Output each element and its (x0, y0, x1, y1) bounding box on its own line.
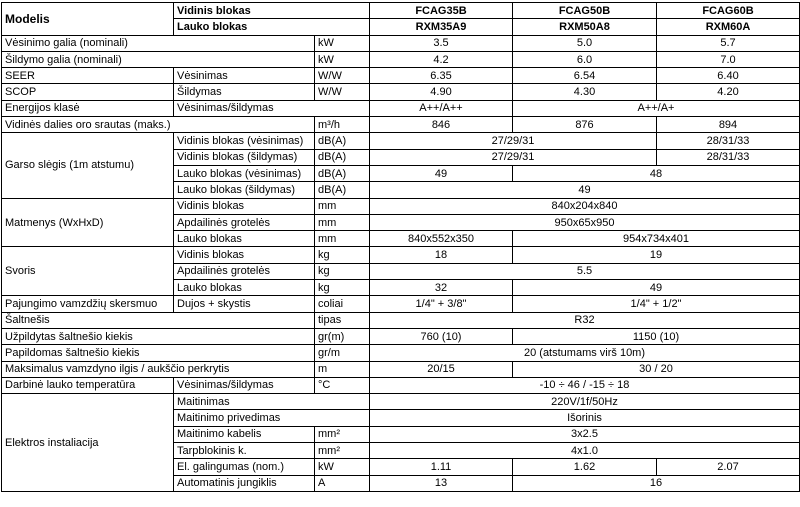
value: 840x552x350 (370, 231, 513, 247)
value: 27/29/31 (370, 149, 657, 165)
unit: kW (315, 459, 370, 475)
row-sound-1 (2, 133, 800, 149)
row-label: Papildomas šaltnešio kiekis (2, 345, 315, 361)
unit: kW (315, 51, 370, 67)
row-label: Vėsinimo galia (nominali) (2, 35, 315, 51)
value: 32 (370, 280, 513, 296)
row-label: Maksimalus vamzdyno ilgis / aukščio perkrytis (2, 361, 315, 377)
unit: dB(A) (315, 149, 370, 165)
model-2-indoor: FCAG50B (513, 3, 657, 19)
value: A++/A++ (370, 100, 513, 116)
value: 5.7 (657, 35, 800, 51)
value: 30 / 20 (513, 361, 800, 377)
unit: kg (315, 263, 370, 279)
models-label: Modelis (2, 3, 174, 36)
row-label: Pajungimo vamzdžių skersmuo (2, 296, 174, 312)
value: 1/4" + 1/2" (513, 296, 800, 312)
value: 4.30 (513, 84, 657, 100)
value: 3.5 (370, 35, 513, 51)
value: 1150 (10) (513, 328, 800, 344)
row-weight-1 (2, 247, 800, 263)
value: 7.0 (657, 51, 800, 67)
row-sublabel: Vėsinimas (174, 68, 315, 84)
unit: mm² (315, 443, 370, 459)
row-label: Svoris (2, 247, 174, 296)
value: 4.20 (657, 84, 800, 100)
value: 846 (370, 117, 513, 133)
spec-table (1, 2, 800, 492)
value: 49 (370, 182, 800, 198)
value: R32 (370, 312, 800, 328)
unit: kg (315, 247, 370, 263)
unit: kg (315, 280, 370, 296)
row-sublabel: Vėsinimas/šildymas (174, 100, 370, 116)
row-scop (2, 84, 800, 100)
row-label: Elektros instaliacija (2, 394, 174, 492)
row-sublabel: Šildymas (174, 84, 315, 100)
value: 5.0 (513, 35, 657, 51)
value: 950x65x950 (370, 214, 800, 230)
row-label: SEER (2, 68, 174, 84)
row-sublabel: Vidinis blokas (174, 247, 315, 263)
value: 1.62 (513, 459, 657, 475)
value: A++/A+ (513, 100, 800, 116)
row-sublabel: Vidinis blokas (174, 198, 315, 214)
value: 20/15 (370, 361, 513, 377)
outdoor-label: Lauko blokas (174, 19, 370, 35)
row-airflow (2, 117, 800, 133)
row-sublabel: Lauko blokas (šildymas) (174, 182, 315, 198)
indoor-label: Vidinis blokas (174, 3, 370, 19)
value: 28/31/33 (657, 149, 800, 165)
row-heating-capacity (2, 51, 800, 67)
value: 1/4" + 3/8" (370, 296, 513, 312)
value: 1.11 (370, 459, 513, 475)
model-2-outdoor: RXM50A8 (513, 19, 657, 35)
row-pipe-diameter (2, 296, 800, 312)
row-label: Matmenys (WxHxD) (2, 198, 174, 247)
row-label: Šaltnešis (2, 312, 315, 328)
row-refrigerant (2, 312, 800, 328)
row-sublabel: Vidinis blokas (šildymas) (174, 149, 315, 165)
value: 28/31/33 (657, 133, 800, 149)
value: 18 (370, 247, 513, 263)
row-seer (2, 68, 800, 84)
row-label: Garso slėgis (1m atstumu) (2, 133, 174, 198)
row-sublabel: Apdailinės grotelės (174, 263, 315, 279)
row-sublabel: Automatinis jungiklis (174, 475, 315, 491)
row-refrigerant-charge (2, 328, 800, 344)
value: 16 (513, 475, 800, 491)
value: 6.40 (657, 68, 800, 84)
value: 19 (513, 247, 800, 263)
value: 13 (370, 475, 513, 491)
value: 954x734x401 (513, 231, 800, 247)
value: 49 (370, 165, 513, 181)
value: 2.07 (657, 459, 800, 475)
row-label: SCOP (2, 84, 174, 100)
unit: coliai (315, 296, 370, 312)
value: 840x204x840 (370, 198, 800, 214)
unit: dB(A) (315, 182, 370, 198)
unit: gr/m (315, 345, 370, 361)
unit: mm (315, 231, 370, 247)
model-1-outdoor: RXM35A9 (370, 19, 513, 35)
unit: W/W (315, 84, 370, 100)
row-label: Šildymo galia (nominali) (2, 51, 315, 67)
row-label: Užpildytas šaltnešio kiekis (2, 328, 315, 344)
row-label: Darbinė lauko temperatūra (2, 377, 174, 393)
row-sublabel: Vidinis blokas (vėsinimas) (174, 133, 315, 149)
value: 6.54 (513, 68, 657, 84)
value: 5.5 (370, 263, 800, 279)
model-3-indoor: FCAG60B (657, 3, 800, 19)
row-sublabel: Lauko blokas (174, 231, 315, 247)
row-sublabel: Tarpblokinis k. (174, 443, 315, 459)
value: 4.2 (370, 51, 513, 67)
value: 760 (10) (370, 328, 513, 344)
value: 6.35 (370, 68, 513, 84)
unit: °C (315, 377, 370, 393)
value: 20 (atstumams virš 10m) (370, 345, 800, 361)
row-sublabel: Apdailinės grotelės (174, 214, 315, 230)
row-sublabel: Dujos + skystis (174, 296, 315, 312)
unit: dB(A) (315, 165, 370, 181)
value: 27/29/31 (370, 133, 657, 149)
value: 876 (513, 117, 657, 133)
unit: mm (315, 198, 370, 214)
row-cooling-capacity (2, 35, 800, 51)
value: -10 ÷ 46 / -15 ÷ 18 (370, 377, 800, 393)
value: 48 (513, 165, 800, 181)
header-row-indoor (2, 3, 800, 19)
row-sublabel: Lauko blokas (174, 280, 315, 296)
row-sublabel: Maitinimas (174, 394, 370, 410)
model-1-indoor: FCAG35B (370, 3, 513, 19)
value: 4.90 (370, 84, 513, 100)
row-sublabel: El. galingumas (nom.) (174, 459, 315, 475)
unit: m (315, 361, 370, 377)
unit: gr(m) (315, 328, 370, 344)
row-max-pipe-length (2, 361, 800, 377)
unit: m³/h (315, 117, 370, 133)
unit: kW (315, 35, 370, 51)
row-sublabel: Maitinimo privedimas (174, 410, 370, 426)
row-sublabel: Maitinimo kabelis (174, 426, 315, 442)
value: 3x2.5 (370, 426, 800, 442)
row-operating-temp (2, 377, 800, 393)
unit: A (315, 475, 370, 491)
row-dimensions-1 (2, 198, 800, 214)
unit: tipas (315, 312, 370, 328)
value: 894 (657, 117, 800, 133)
value: 220V/1f/50Hz (370, 394, 800, 410)
row-label: Energijos klasė (2, 100, 174, 116)
row-sublabel: Lauko blokas (vėsinimas) (174, 165, 315, 181)
row-electrical-1 (2, 394, 800, 410)
value: 4x1.0 (370, 443, 800, 459)
row-label: Vidinės dalies oro srautas (maks.) (2, 117, 315, 133)
value: 6.0 (513, 51, 657, 67)
unit: mm² (315, 426, 370, 442)
row-energy-class (2, 100, 800, 116)
row-sublabel: Vėsinimas/šildymas (174, 377, 315, 393)
row-additional-refrigerant (2, 345, 800, 361)
value: Išorinis (370, 410, 800, 426)
unit: mm (315, 214, 370, 230)
model-3-outdoor: RXM60A (657, 19, 800, 35)
value: 49 (513, 280, 800, 296)
unit: dB(A) (315, 133, 370, 149)
unit: W/W (315, 68, 370, 84)
